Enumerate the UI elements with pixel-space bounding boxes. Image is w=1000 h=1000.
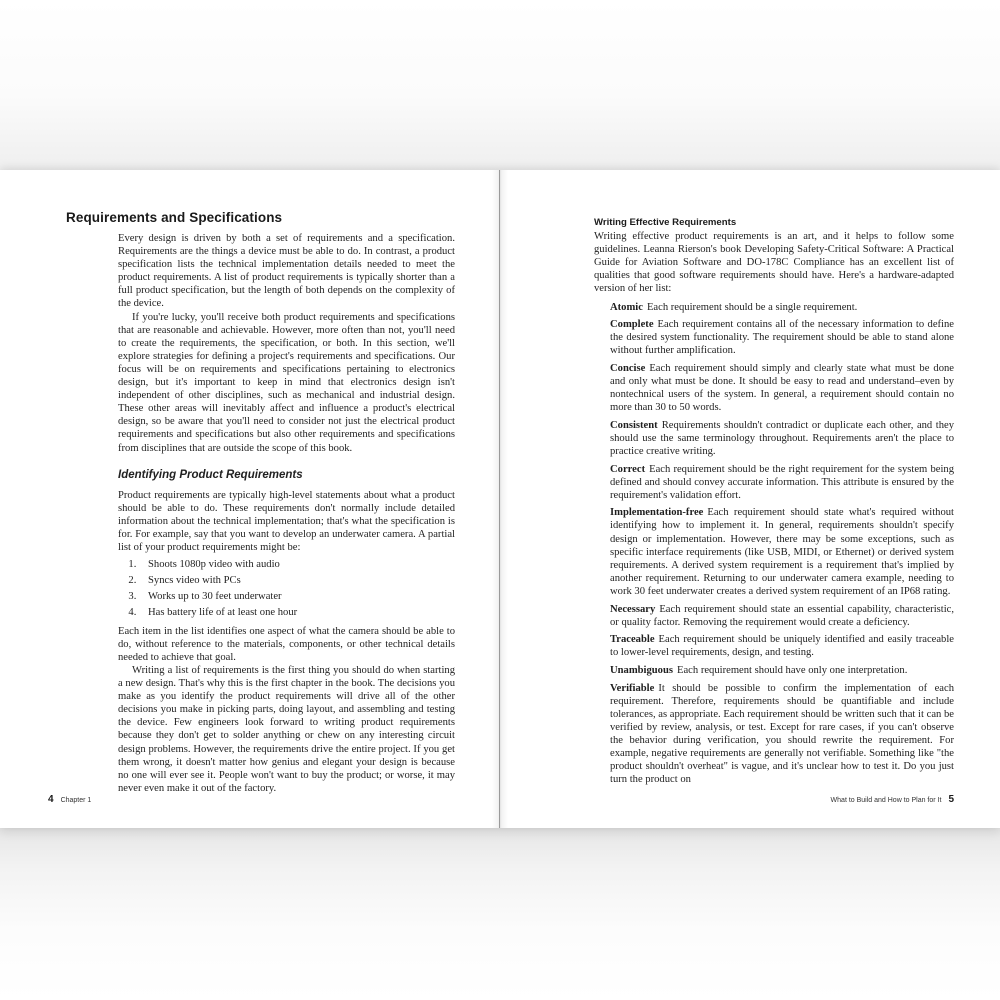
definition-item xyxy=(610,362,954,414)
running-footer: Chapter 1 xyxy=(60,797,92,804)
background-top xyxy=(0,0,1000,175)
definition-term: Correct xyxy=(610,463,646,475)
definition-text: Each requirement should have only one interpretation. xyxy=(677,664,908,676)
paragraph: Writing effective product requirements is an art, and it helps to follow some guidelines. Leanna Rierson's book Developing Safety-Critical Software: A Practical Guide for Aviation Software and DO-178C Compliance has an excellent list of qualities that good software requirements should have. Here's a hardware-adapted version of her list: xyxy=(594,231,954,295)
definition-text: Each requirement should be the right requirement for the system being defined and should convey accurate information. This attribute is ensured by the requirement's validation effort. xyxy=(610,463,954,501)
list-item: 1. Shoots 1080p video with audio xyxy=(139,559,455,572)
book-spread xyxy=(0,170,1000,828)
definition-term: Consistent xyxy=(610,419,658,431)
definition-text: Each requirement contains all of the necessary information to define the desired system functionality. The requirement should be able to stand alone without further amplification. xyxy=(610,319,954,357)
left-page xyxy=(0,170,498,828)
right-text-column xyxy=(594,216,954,791)
definition-term: Unambiguous xyxy=(610,664,673,676)
paragraph: Each item in the list identifies one aspect of what the camera should be able to do, without reference to the materials, components, or other technical details needed to achieve that goal. xyxy=(118,625,455,663)
background-bottom xyxy=(0,826,1000,1000)
definition-term: Necessary xyxy=(610,603,656,615)
definition-item xyxy=(610,664,954,677)
definition-term: Verifiable xyxy=(610,682,655,694)
page-number: 5 xyxy=(948,794,954,805)
list-item: 2. Syncs video with PCs xyxy=(139,575,455,588)
definition-item xyxy=(610,419,954,458)
definition-item xyxy=(610,301,954,314)
book-spine-line xyxy=(499,170,500,828)
left-text-column xyxy=(118,232,455,795)
left-page-footer xyxy=(48,794,91,805)
definition-item xyxy=(610,318,954,357)
definition-text: Each requirement should state what's required without identifying how to implement it. In general, requirements shouldn't specify design or implementation. However, there may be some exceptions, such as specific interface requirements (like USB, MIDI, or Ethernet) or derived system requirements. A derived system requirement is a requirement that's implied by another requirement. Returning to our underwater camera example, needing to work 30 feet underwater creates a derived system requirement of an IP68 rating. xyxy=(610,507,954,597)
definition-term: Complete xyxy=(610,319,654,331)
right-page xyxy=(502,170,1000,828)
definition-term: Atomic xyxy=(610,301,643,313)
paragraph: If you're lucky, you'll receive both product requirements and specifications that are reasonable and achievable. However, more often than not, you'll need to create the requirements, the specification, or both. In this section, we'll explore strategies for defining a project's requirements and specifications. Our focus will be on requirements and specifications pertaining to electronics design, but it's important to keep in mind that electronics design isn't independent of other disciplines, such as mechanical and industrial design. These other areas will inevitably affect and influence a product's electrical design, so be aware that you'll need to consider not just the electrical product requirements and specifications but also other requirements and specifications from disciplines that are outside the scope of this book. xyxy=(118,311,455,454)
list-item: 3. Works up to 30 feet underwater xyxy=(139,591,455,604)
running-footer: What to Build and How to Plan for It xyxy=(830,797,942,804)
definition-text: Each requirement should state an essential capability, characteristic, or quality factor. Removing the requirement would create a deficiency. xyxy=(610,603,954,628)
list-item: 4. Has battery life of at least one hour xyxy=(139,607,455,620)
definition-item xyxy=(610,506,954,598)
definition-term: Traceable xyxy=(610,634,655,646)
paragraph: Product requirements are typically high-level statements about what a product should be able to do. These requirements don't normally include detailed information about the technical implementation; that's what the specification is for. For example, say that you want to develop an underwater camera. A partial list of your product requirements might be: xyxy=(118,489,455,554)
subsection-title: Identifying Product Requirements xyxy=(118,468,303,481)
definition-item xyxy=(610,603,954,629)
requirements-list xyxy=(118,559,455,620)
definition-item xyxy=(610,463,954,502)
definition-term: Implementation-free xyxy=(610,507,704,519)
definition-text: Each requirement should simply and clearly state what must be done and only what must be done. It should be easy to read and understand–even by nontechnical users of the system. In general, a requirement should contain no more than 30 to 50 words. xyxy=(610,362,954,414)
paragraph: Every design is driven by both a set of requirements and a specification. Requirements are the things a device must be able to do. In contrast, a product specification lists the technical implementation details needed to meet the product requirements. A list of product requirements is typically shorter than a full product specification, but the length of both depends on the complexity of the device. xyxy=(118,233,455,310)
right-page-footer xyxy=(831,794,954,805)
paragraph: Writing a list of requirements is the first thing you should do when starting a new design. That's why this is the first chapter in the book. The decisions you make as you identify the product requirements will drive all of the other decisions you make in picking parts, doing layout, and assembling and testing the device. Few engineers look forward to writing product requirements because they don't get to solder anything or chew on any interesting circuit design problems. However, the requirements drive the entire project. If you get them wrong, it doesn't matter how genius and elegant your design is because no one will ever see it. People won't want to buy the product; or worse, it may never even make it out of the factory. xyxy=(118,664,455,794)
definition-text: Each requirement should be a single requirement. xyxy=(646,301,858,313)
page-number: 4 xyxy=(48,794,54,805)
subsection-heading: Writing Effective Requirements xyxy=(594,217,737,228)
definition-item xyxy=(610,682,954,787)
definition-text: Each requirement should be uniquely identified and easily traceable to lower-level requirements, design, and testing. xyxy=(610,634,954,659)
definition-term: Concise xyxy=(610,362,646,374)
definition-text: Requirements shouldn't contradict or duplicate each other, and they should use the same terminology throughout. Requirements aren't the place to practice creative writing. xyxy=(610,419,954,457)
definition-item xyxy=(610,633,954,659)
section-title: Requirements and Specifications xyxy=(66,210,283,225)
definition-text: It should be possible to confirm the implementation of each requirement. Therefore, requirements should be quantifiable and include tolerances, as appropriate. Each requirement should be written such that it can be verified by review, analysis, or test. Except for rare cases, if you can't observe the behavior during verification, you should rewrite the requirement. For example, negative requirements are generally not verifiable. Something like "the product shouldn't overheat" is vague, and it's unclear how to test it. Do you just turn the product on xyxy=(610,682,954,786)
